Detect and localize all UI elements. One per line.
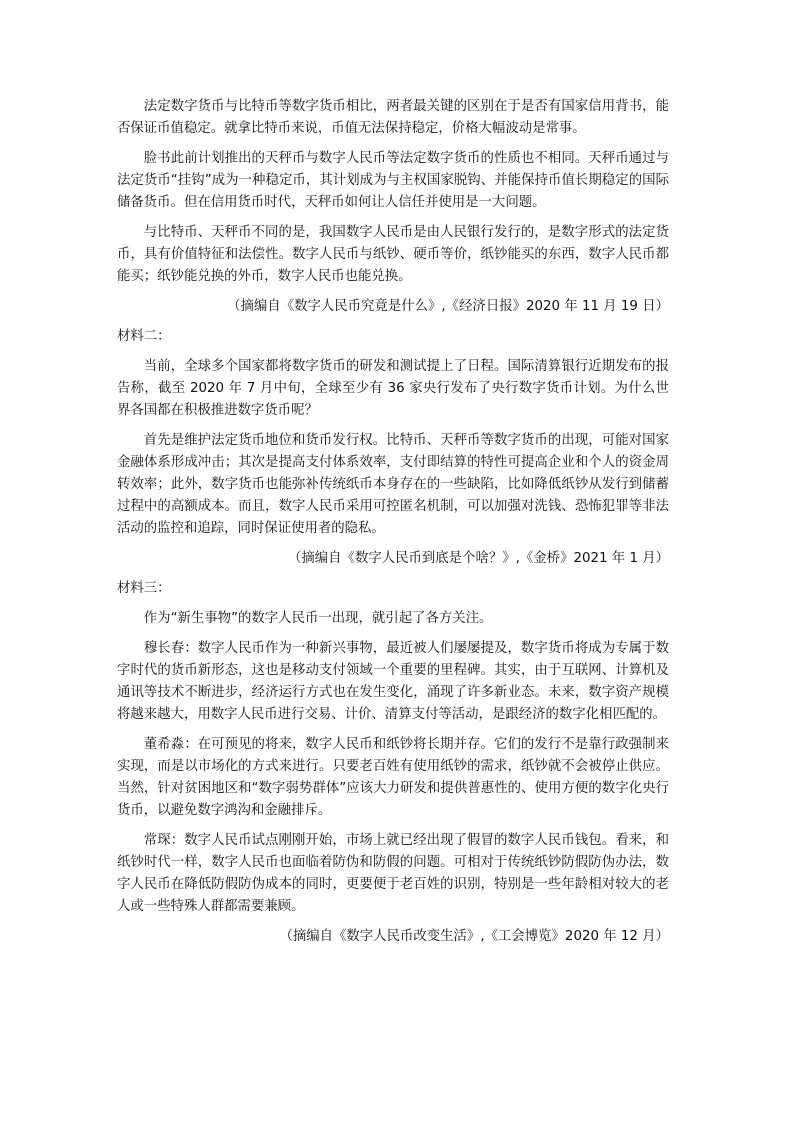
- section-heading: 材料二：: [117, 329, 171, 344]
- paragraph: 当前，全球多个国家都将数字货币的研发和测试提上了日程。国际清算银行近期发布的报告称，截至 2020 年 7 月中旬，全球至少有 36 家央行发布了央行数字货币计划。为什么世界各国都在积极推进数字货币呢？: [117, 359, 669, 418]
- paragraph: 董希淼：在可预见的将来，数字人民币和纸钞将长期并存。它们的发行不是靠行政强制来实现，而是以市场化的方式来进行。只要老百姓有使用纸钞的需求，纸钞就不会被停止供应。当然，针对贫困地区和“数字弱势群体”应该大力研发和提供普惠性的、使用方便的数字化央行货币，以避免数字鸿沟和金融排斥。: [117, 737, 669, 818]
- paragraph: 穆长春：数字人民币作为一种新兴事物，最近被人们屡屡提及，数字货币将成为专属于数字时代的货币新形态，这也是移动支付领域一个重要的里程碑。其实，由于互联网、计算机及通讯等技术不断进步，经济运行方式也在发生变化，涌现了许多新业态。未来，数字资产规模将越来越大，用数字人民币进行交易、计价、清算支付等活动，是跟经济的数字化相匹配的。: [117, 641, 669, 722]
- paragraph: 与比特币、天秤币不同的是，我国数字人民币是由人民银行发行的，是数字形式的法定货币，具有价值特征和法偿性。数字人民币与纸钞、硬币等价，纸钞能买的东西，数字人民币都能买；纸钞能兑换的外币，数字人民币也能兑换。: [117, 225, 669, 284]
- material-one-section: [117, 96, 669, 318]
- material-two-section: [117, 326, 669, 570]
- paragraph: 首先是维护法定货币地位和货币发行权。比特币、天秤币等数字货币的出现，可能对国家金融体系形成冲击；其次是提高支付体系效率，支付即结算的特性可提高企业和个人的资金周转效率；此外，数字货币也能弥补传统纸币本身存在的一些缺陷，比如降低纸钞从发行到储蓄过程中的高额成本。而且，数字人民币采用可控匿名机制，可以加强对洗钱、恐怖犯罪等非法活动的监控和追踪，同时保证使用者的隐私。: [117, 433, 669, 536]
- source-citation: （摘编自《数字人民币改变生活》,《工会博览》2020 年 12 月）: [279, 929, 669, 944]
- material-three-section: [117, 578, 669, 948]
- paragraph: 脸书此前计划推出的天秤币与数字人民币等法定数字货币的性质也不相同。天秤币通过与法定货币“挂钩”成为一种稳定币，其计划成为与主权国家脱钩、并能保持币值长期稳定的国际储备货币。但在信用货币时代，天秤币如何让人信任并使用是一大问题。: [117, 151, 669, 210]
- source-citation: （摘编自《数字人民币到底是个啥？》,《金桥》2021 年 1 月）: [288, 551, 669, 566]
- paragraph: 法定数字货币与比特币等数字货币相比，两者最关键的区别在于是否有国家信用背书，能否保证币值稳定。就拿比特币来说，币值无法保持稳定，价格大幅波动是常事。: [117, 99, 669, 136]
- paragraph: 作为“新生事物”的数字人民币一出现，就引起了各方关注。: [143, 611, 493, 626]
- paragraph: 常琛：数字人民币试点刚刚开始，市场上就已经出现了假冒的数字人民币钱包。看来，和纸钞时代一样，数字人民币也面临着防伪和防假的问题。可相对于传统纸钞防假防伪办法，数字人民币在降低防假防伪成本的同时，更要便于老百姓的识别，特别是一些年龄相对较大的老人或一些特殊人群都需要兼顾。: [117, 833, 669, 914]
- source-citation: （摘编自《数字人民币究竟是什么》,《经济日报》2020 年 11 月 19 日）: [227, 299, 669, 314]
- section-heading: 材料三：: [117, 581, 171, 596]
- article-body: [117, 96, 669, 956]
